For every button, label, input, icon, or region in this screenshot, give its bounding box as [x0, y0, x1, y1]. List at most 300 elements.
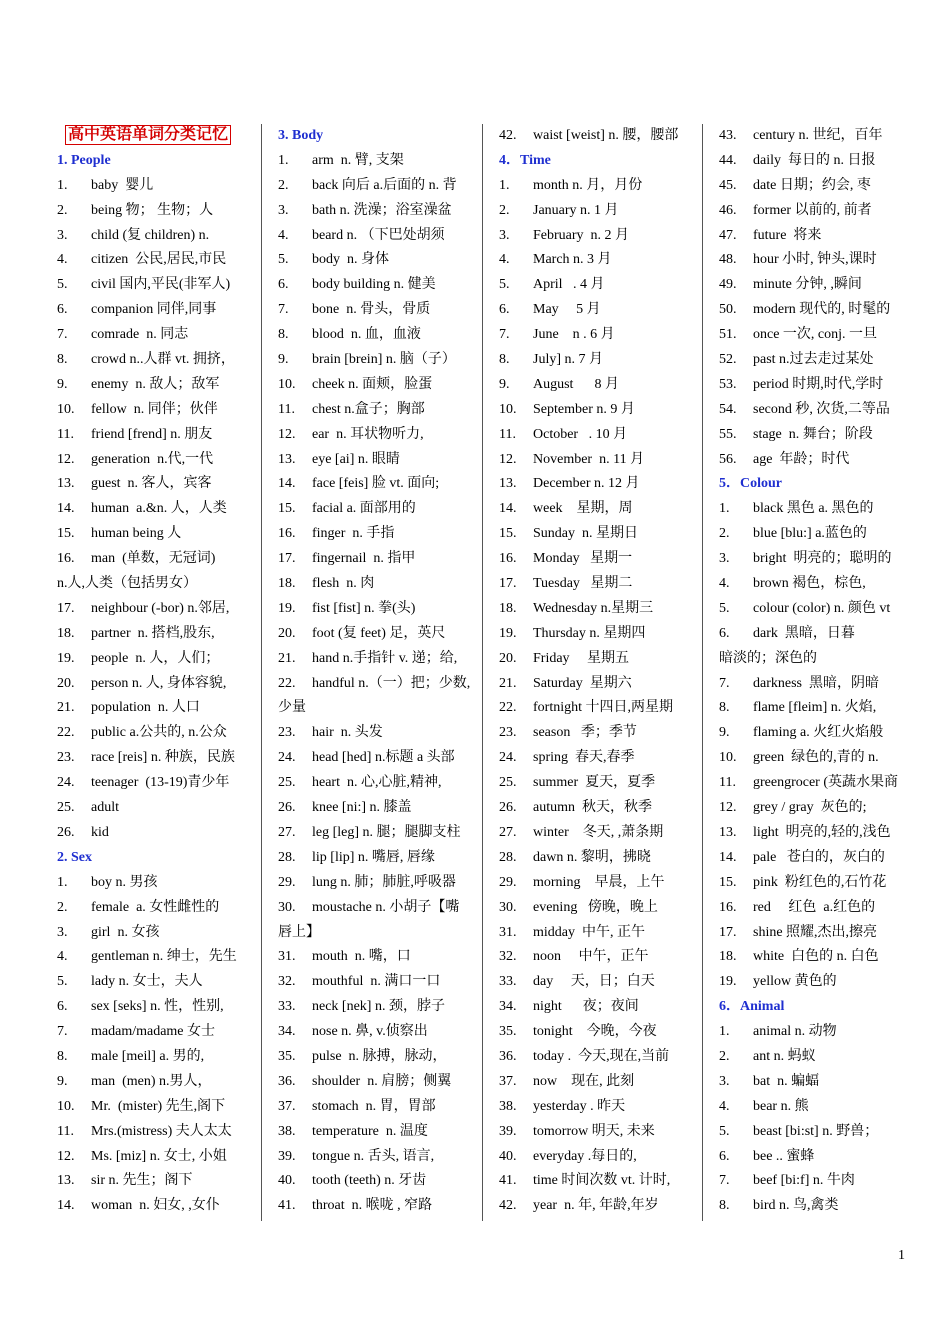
entry-text: Mrs.(mistress) 夫人太太 — [91, 1123, 232, 1139]
entry-number: 2. — [57, 899, 68, 915]
vocab-entry — [499, 871, 702, 896]
entry-text: 暗淡的；深色的 — [719, 650, 817, 666]
vocab-entry — [278, 796, 482, 821]
entry-number: 24. — [57, 775, 75, 791]
entry-text: woman n. 妇女, ,女仆 — [91, 1198, 220, 1214]
vocab-entry — [57, 721, 261, 746]
entry-number: 5. — [719, 600, 730, 616]
entry-text: daily 每日的 n. 日报 — [753, 152, 876, 168]
entry-text: flame [fleim] n. 火焰, — [753, 700, 877, 716]
entry-number: 17. — [57, 600, 75, 616]
vocab-entry — [499, 423, 702, 448]
entry-text: knee [ni:] n. 膝盖 — [312, 800, 412, 816]
entry-number: 9. — [499, 376, 510, 392]
vocab-entry — [499, 647, 702, 672]
entry-number: 43. — [719, 128, 737, 143]
vocab-entry — [719, 1070, 912, 1095]
vocab-entry — [278, 1194, 482, 1219]
vocab-entry — [57, 497, 261, 522]
entry-number: 2. — [278, 177, 289, 193]
vocab-entry — [499, 248, 702, 273]
entry-number: 24. — [499, 750, 517, 766]
vocab-entry — [278, 696, 482, 721]
vocab-entry — [57, 1095, 261, 1120]
vocab-entry — [719, 647, 912, 672]
entry-text: stomach n. 胃，胃部 — [312, 1098, 436, 1114]
entry-number: 18. — [719, 949, 737, 965]
entry-number: 5. — [499, 277, 510, 293]
entry-text: foot (复 feet) 足，英尺 — [312, 625, 446, 641]
entry-number: 55. — [719, 426, 737, 442]
entry-number: 22. — [57, 725, 75, 741]
vocab-entry — [719, 1045, 912, 1070]
entry-text: beard n. （下巴处胡须 — [312, 227, 445, 243]
vocab-entry — [719, 696, 912, 721]
vocab-entry — [278, 522, 482, 547]
entry-number: 35. — [499, 1024, 517, 1040]
entry-number: 4. — [57, 252, 68, 268]
entry-number: 20. — [278, 625, 296, 641]
entry-text: baby 婴儿 — [91, 177, 154, 193]
vocab-entry — [719, 1194, 912, 1219]
entry-number: 50. — [719, 302, 737, 318]
entry-number: 10. — [57, 1098, 75, 1114]
entry-number: 21. — [57, 700, 75, 716]
entry-text: February n. 2 月 — [533, 227, 630, 243]
vocab-entry — [499, 398, 702, 423]
vocab-entry — [719, 746, 912, 771]
entry-number: 7. — [499, 327, 510, 343]
entry-text: Monday 星期一 — [533, 551, 633, 567]
entry-number: 32. — [499, 949, 517, 965]
entry-text: teenager (13-19)青少年 — [91, 775, 230, 791]
entry-number: 34. — [499, 999, 517, 1015]
entry-text: season 季；季节 — [533, 725, 637, 741]
entry-text: century n. 世纪，百年 — [753, 128, 883, 143]
vocab-entry — [719, 224, 912, 249]
entry-text: Ms. [miz] n. 女士, 小姐 — [91, 1148, 227, 1164]
page-number: 1 — [898, 1248, 905, 1263]
vocab-entry — [499, 497, 702, 522]
vocab-entry — [278, 174, 482, 199]
vocab-entry — [57, 298, 261, 323]
entry-text: guest n. 客人，宾客 — [91, 476, 212, 492]
entry-number: 2. — [719, 1048, 730, 1064]
vocab-entry — [278, 1070, 482, 1095]
entry-number: 8. — [719, 1198, 730, 1214]
entry-text: former 以前的, 前者 — [753, 202, 872, 218]
entry-text: autumn 秋天，秋季 — [533, 800, 652, 816]
vocab-entry — [278, 273, 482, 298]
entry-text: week 星期，周 — [533, 501, 633, 517]
vocab-entry — [278, 472, 482, 497]
entry-number: 14. — [57, 501, 75, 517]
entry-text: tonight 今晚，今夜 — [533, 1024, 657, 1040]
vocab-entry — [719, 323, 912, 348]
entry-text: bird n. 鸟,禽类 — [753, 1198, 839, 1214]
vocab-entry — [278, 448, 482, 473]
entry-text: once 一次, conj. 一旦 — [753, 327, 878, 343]
entry-text: grey / gray 灰色的; — [753, 800, 867, 816]
entry-text: lung n. 肺；肺脏,呼吸器 — [312, 874, 456, 890]
entry-number: 28. — [499, 849, 517, 865]
vocab-entry — [719, 1145, 912, 1170]
entry-text: pulse n. 脉搏，脉动， — [312, 1048, 447, 1064]
entry-text: hand n.手指针 v. 递；给, — [312, 650, 458, 666]
entry-text: yesterday . 昨天 — [533, 1098, 626, 1114]
entry-number: 40. — [499, 1148, 517, 1164]
vocab-entry — [278, 721, 482, 746]
vocab-entry — [719, 970, 912, 995]
entry-text: April . 4 月 — [533, 277, 605, 293]
vocab-entry — [57, 248, 261, 273]
entry-number: 8. — [57, 1048, 68, 1064]
entry-text: body n. 身体 — [312, 252, 389, 268]
vocab-column-3 — [482, 124, 702, 1221]
vocab-entry — [57, 696, 261, 721]
entry-number: 41. — [278, 1198, 296, 1214]
entry-text: partner n. 搭档,股东, — [91, 625, 215, 641]
entry-number: 30. — [499, 899, 517, 915]
vocab-entry — [57, 796, 261, 821]
entry-number: 11. — [57, 426, 74, 442]
entry-number: 49. — [719, 277, 737, 293]
entry-number: 3. — [719, 1073, 730, 1089]
entry-text: winter 冬天, ,萧条期 — [533, 824, 664, 840]
entry-number: 9. — [57, 376, 68, 392]
entry-number: 23. — [278, 725, 296, 741]
entry-text: year n. 年, 年龄,年岁 — [533, 1198, 659, 1214]
section-heading: 4．Time — [499, 152, 551, 168]
vocab-entry — [499, 746, 702, 771]
vocab-entry — [278, 871, 482, 896]
entry-text: blue [blu:] a.蓝色的 — [753, 526, 867, 542]
vocab-entry — [57, 871, 261, 896]
entry-number: 7. — [57, 327, 68, 343]
vocab-entry — [278, 1095, 482, 1120]
entry-text: tooth (teeth) n. 牙齿 — [312, 1173, 427, 1189]
entry-number: 6. — [57, 302, 68, 318]
entry-text: cheek n. 面颊，脸蛋 — [312, 376, 433, 392]
entry-number: 10. — [57, 401, 75, 417]
vocab-entry — [499, 622, 702, 647]
entry-number: 15. — [278, 501, 296, 517]
vocab-entry — [499, 821, 702, 846]
vocab-entry — [57, 398, 261, 423]
entry-text: man (men) n.男人， — [91, 1073, 212, 1089]
entry-text: Tuesday 星期二 — [533, 576, 633, 592]
vocab-entry — [57, 597, 261, 622]
entry-text: Saturday 星期六 — [533, 675, 632, 691]
vocab-entry — [57, 348, 261, 373]
entry-number: 2. — [57, 202, 68, 218]
vocab-entry — [719, 1169, 912, 1194]
entry-text: midday 中午, 正午 — [533, 924, 645, 940]
vocab-entry — [57, 1120, 261, 1145]
entry-text: shoulder n. 肩膀；侧翼 — [312, 1073, 452, 1089]
entry-text: ear n. 耳状物听力, — [312, 426, 424, 442]
vocab-entry — [719, 199, 912, 224]
entry-text: red 红色 a.红色的 — [753, 899, 876, 915]
entry-text: lip [lip] n. 嘴唇, 唇缘 — [312, 849, 435, 865]
entry-number: 9. — [278, 352, 289, 368]
vocab-entry — [719, 373, 912, 398]
entry-number: 11. — [278, 401, 295, 417]
entry-number: 14. — [57, 1198, 75, 1214]
entry-text: chest n.盒子；胸部 — [312, 401, 425, 417]
vocab-entry — [57, 572, 261, 597]
entry-number: 19. — [719, 974, 737, 990]
entry-number: 6. — [719, 1148, 730, 1164]
entry-number: 11. — [499, 426, 516, 442]
entry-number: 36. — [278, 1073, 296, 1089]
vocab-entry — [278, 1020, 482, 1045]
vocab-entry — [57, 448, 261, 473]
entry-text: adult — [91, 800, 119, 816]
vocab-entry — [499, 348, 702, 373]
section-heading: 3. Body — [278, 128, 324, 143]
entry-number: 23. — [57, 750, 75, 766]
vocab-entry — [719, 248, 912, 273]
vocab-entry — [57, 323, 261, 348]
vocab-entry — [499, 970, 702, 995]
entry-number: 10. — [499, 401, 517, 417]
section-heading: 1. People — [57, 152, 111, 168]
entry-number: 15. — [57, 526, 75, 542]
vocab-entry — [719, 1095, 912, 1120]
entry-text: bright 明亮的；聪明的 — [753, 551, 892, 567]
entry-number: 16. — [719, 899, 737, 915]
entry-text: everyday .每日的, — [533, 1148, 637, 1164]
entry-number: 21. — [278, 650, 296, 666]
vocab-entry — [57, 921, 261, 946]
vocab-entry — [499, 448, 702, 473]
entry-number: 3. — [57, 227, 68, 243]
vocab-entry — [278, 298, 482, 323]
vocab-entry — [278, 348, 482, 373]
entry-number: 26. — [278, 800, 296, 816]
vocab-entry — [57, 771, 261, 796]
vocab-entry — [719, 448, 912, 473]
entry-number: 6. — [719, 625, 730, 641]
entry-text: being 物； 生物；人 — [91, 202, 214, 218]
entry-text: night 夜；夜间 — [533, 999, 639, 1015]
entry-text: May 5 月 — [533, 302, 601, 318]
entry-text: crowd n..人群 vt. 拥挤， — [91, 352, 235, 368]
entry-number: 1. — [719, 1024, 730, 1040]
entry-number: 1. — [278, 152, 289, 168]
vocab-entry — [278, 199, 482, 224]
entry-text: 少量 — [278, 700, 306, 716]
entry-number: 11. — [719, 775, 736, 791]
entry-number: 11. — [57, 1123, 74, 1139]
vocab-entry — [57, 647, 261, 672]
document-title: 高中英语单词分类记忆 — [65, 125, 231, 145]
vocab-entry — [57, 547, 261, 572]
vocab-entry — [278, 597, 482, 622]
entry-text: human a.&n. 人，人类 — [91, 501, 227, 517]
entry-text: n.人,人类（包括男女） — [57, 576, 197, 592]
entry-number: 26. — [499, 800, 517, 816]
vocab-entry — [278, 970, 482, 995]
entry-number: 7. — [57, 1024, 68, 1040]
entry-text: June n . 6 月 — [533, 327, 615, 343]
vocab-entry — [57, 472, 261, 497]
vocab-entry — [278, 821, 482, 846]
vocab-entry — [499, 1194, 702, 1219]
entry-number: 2. — [499, 202, 510, 218]
entry-text: back 向后 a.后面的 n. 背 — [312, 177, 457, 193]
entry-number: 3. — [57, 924, 68, 940]
vocab-entry — [57, 423, 261, 448]
entry-number: 21. — [499, 675, 517, 691]
entry-text: person n. 人, 身体容貌, — [91, 675, 227, 691]
entry-text: bath n. 洗澡；浴室澡盆 — [312, 202, 452, 218]
entry-number: 18. — [499, 600, 517, 616]
vocab-entry — [719, 497, 912, 522]
vocab-entry — [278, 149, 482, 174]
vocab-entry — [719, 921, 912, 946]
entry-text: August 8 月 — [533, 376, 619, 392]
vocab-entry — [278, 1120, 482, 1145]
vocab-entry — [499, 124, 702, 149]
entry-text: leg [leg] n. 腿；腿脚支柱 — [312, 824, 461, 840]
entry-text: eye [ai] n. 眼睛 — [312, 451, 400, 467]
entry-text: neighbour (-bor) n.邻居, — [91, 600, 230, 616]
entry-number: 17. — [499, 576, 517, 592]
entry-number: 52. — [719, 352, 737, 368]
entry-number: 38. — [499, 1098, 517, 1114]
entry-text: companion 同伴,同事 — [91, 302, 217, 318]
vocab-entry — [57, 273, 261, 298]
vocab-entry — [719, 871, 912, 896]
vocab-entry — [57, 746, 261, 771]
vocab-entry — [719, 423, 912, 448]
vocab-entry — [278, 846, 482, 871]
entry-number: 48. — [719, 252, 737, 268]
vocab-entry — [57, 821, 261, 846]
entry-text: sex [seks] n. 性，性别, — [91, 999, 224, 1015]
entry-number: 6. — [57, 999, 68, 1015]
entry-text: bat n. 蝙蝠 — [753, 1073, 820, 1089]
vocab-entry — [499, 174, 702, 199]
vocab-entry — [499, 921, 702, 946]
entry-text: minute 分钟, ,瞬间 — [753, 277, 862, 293]
entry-number: 34. — [278, 1024, 296, 1040]
entry-number: 29. — [278, 874, 296, 890]
entry-text: ant n. 蚂蚁 — [753, 1048, 816, 1064]
entry-number: 14. — [499, 501, 517, 517]
entry-text: mouth n. 嘴，口 — [312, 949, 411, 965]
entry-text: male [meil] a. 男的, — [91, 1048, 205, 1064]
entry-text: public a.公共的, n.公众 — [91, 725, 227, 741]
entry-text: moustache n. 小胡子【嘴 — [312, 899, 460, 915]
entry-text: waist [weist] n. 腰，腰部 — [533, 128, 679, 143]
vocab-entry — [499, 373, 702, 398]
entry-number: 5. — [57, 974, 68, 990]
vocab-entry — [57, 1145, 261, 1170]
vocab-entry — [57, 945, 261, 970]
vocab-entry — [57, 224, 261, 249]
entry-number: 8. — [719, 700, 730, 716]
entry-text: man (单数，无冠词) — [91, 551, 216, 567]
entry-text: fellow n. 同伴；伙伴 — [91, 401, 218, 417]
entry-text: period 时期,时代,学时 — [753, 376, 884, 392]
entry-text: month n. 月，月份 — [533, 177, 643, 193]
entry-text: gentleman n. 绅士，先生 — [91, 949, 237, 965]
vocab-entry — [719, 721, 912, 746]
vocab-entry — [57, 622, 261, 647]
vocab-entry — [278, 1169, 482, 1194]
entry-text: beef [bi:f] n. 牛肉 — [753, 1173, 855, 1189]
vocab-entry — [499, 796, 702, 821]
entry-text: pink 粉红色的,石竹花 — [753, 874, 887, 890]
entry-text: past n.过去走过某处 — [753, 352, 874, 368]
entry-text: summer 夏天，夏季 — [533, 775, 656, 791]
entry-number: 31. — [499, 924, 517, 940]
entry-number: 28. — [278, 849, 296, 865]
entry-text: October . 10 月 — [533, 426, 628, 442]
entry-text: September n. 9 月 — [533, 401, 635, 417]
entry-number: 13. — [278, 451, 296, 467]
entry-number: 25. — [499, 775, 517, 791]
entry-number: 13. — [57, 1173, 75, 1189]
section-heading: 6．Animal — [719, 999, 785, 1015]
entry-number: 33. — [278, 999, 296, 1015]
vocab-entry — [719, 149, 912, 174]
entry-number: 4. — [499, 252, 510, 268]
vocab-entry — [719, 298, 912, 323]
entry-text: greengrocer (英蔬水果商 — [753, 775, 899, 791]
vocab-entry — [278, 1145, 482, 1170]
vocab-entry — [57, 174, 261, 199]
vocab-entry — [57, 1070, 261, 1095]
vocab-entry — [499, 945, 702, 970]
vocab-entry — [499, 522, 702, 547]
entry-number: 22. — [499, 700, 517, 716]
entry-number: 7. — [719, 675, 730, 691]
vocab-entry — [719, 821, 912, 846]
entry-text: July] n. 7 月 — [533, 352, 603, 368]
entry-number: 10. — [719, 750, 737, 766]
entry-text: bone n. 骨头，骨质 — [312, 302, 431, 318]
entry-number: 3. — [499, 227, 510, 243]
vocab-entry — [719, 672, 912, 697]
entry-number: 51. — [719, 327, 737, 343]
vocab-entry — [499, 771, 702, 796]
entry-text: hour 小时, 钟头,课时 — [753, 252, 877, 268]
vocab-entry — [499, 273, 702, 298]
entry-text: girl n. 女孩 — [91, 924, 160, 940]
entry-number: 16. — [278, 526, 296, 542]
entry-number: 8. — [57, 352, 68, 368]
vocab-entry — [278, 1045, 482, 1070]
vocab-entry — [719, 846, 912, 871]
entry-number: 12. — [278, 426, 296, 442]
entry-text: face [feis] 脸 vt. 面向; — [312, 476, 440, 492]
entry-text: boy n. 男孩 — [91, 874, 158, 890]
vocab-entry — [719, 945, 912, 970]
entry-number: 41. — [499, 1173, 517, 1189]
entry-number: 46. — [719, 202, 737, 218]
entry-number: 13. — [57, 476, 75, 492]
entry-text: temperature n. 温度 — [312, 1123, 428, 1139]
entry-text: Thursday n. 星期四 — [533, 625, 646, 641]
entry-text: tomorrow 明天, 未来 — [533, 1123, 655, 1139]
entry-text: January n. 1 月 — [533, 202, 619, 218]
entry-text: lady n. 女士，夫人 — [91, 974, 203, 990]
entry-number: 24. — [278, 750, 296, 766]
